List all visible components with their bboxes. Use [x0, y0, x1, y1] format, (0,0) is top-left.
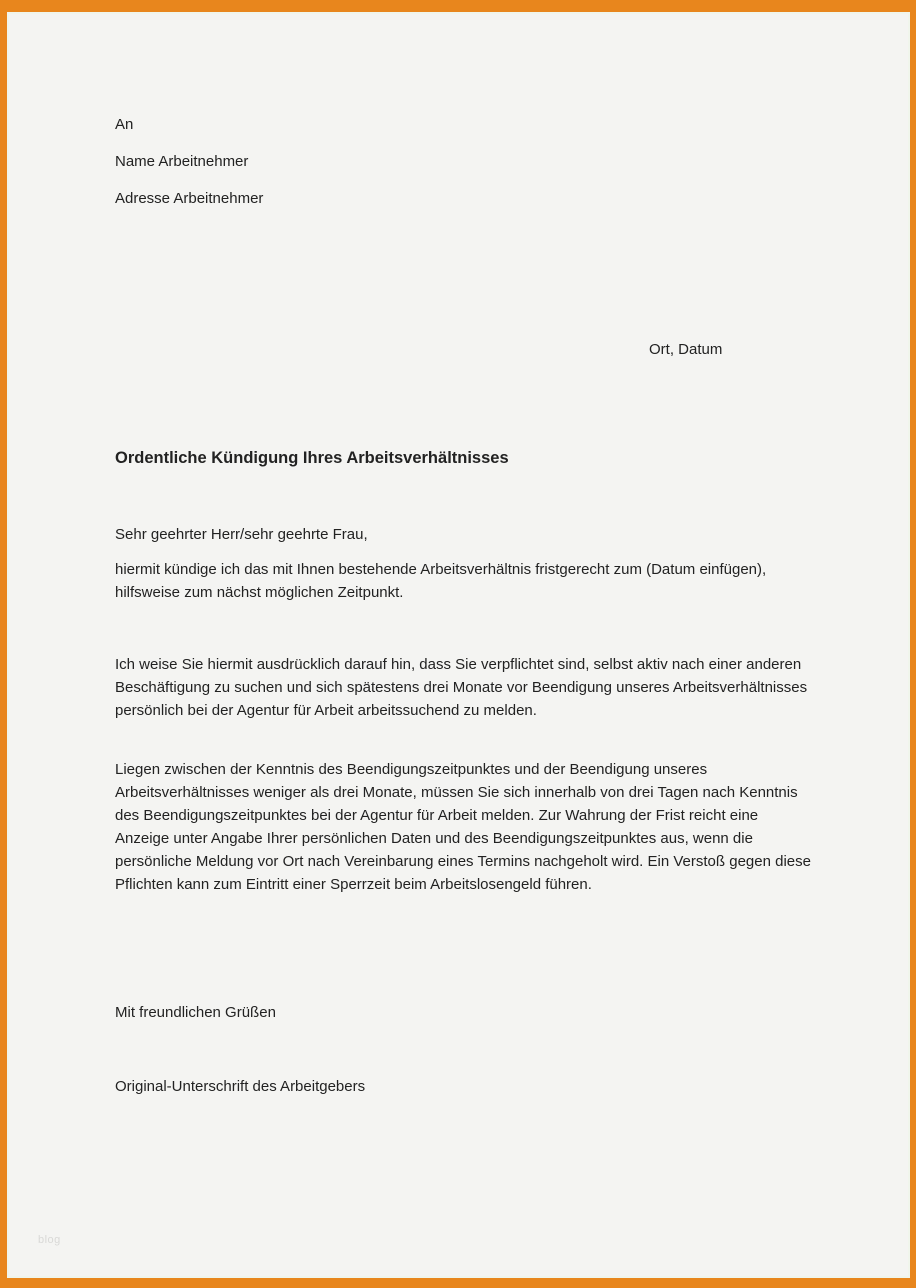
body-paragraph: hiermit kündige ich das mit Ihnen bestehende Arbeitsverhältnis fristgerecht zum (Datum einfügen), hilfsweise zum nächst möglichen Zeitpunkt.	[115, 561, 767, 601]
signature-line: Original-Unterschrift des Arbeitgebers	[115, 1078, 366, 1095]
recipient-line-address: Adresse Arbeitnehmer	[115, 190, 264, 207]
watermark-text: blog	[38, 1234, 61, 1246]
recipient-line-an: An	[115, 116, 134, 133]
recipient-line-name: Name Arbeitnehmer	[115, 153, 249, 170]
subject-line: Ordentliche Kündigung Ihres Arbeitsverhältnisses	[115, 449, 509, 467]
body-paragraph: Ich weise Sie hiermit ausdrücklich darauf hin, dass Sie verpflichtet sind, selbst aktiv nach einer anderen Beschäftigung zu suchen und sich spätestens drei Monate vor Beendigung unseres Arbeitsverhältnisses persönlich bei der Agentur für Arbeit arbeitssuchend zu melden.	[115, 656, 808, 719]
place-date-line: Ort, Datum	[649, 341, 723, 358]
salutation: Sehr geehrter Herr/sehr geehrte Frau,	[115, 526, 368, 543]
recipient-address-block	[115, 113, 263, 224]
closing-line: Mit freundlichen Grüßen	[115, 1004, 276, 1021]
body-paragraph: Liegen zwischen der Kenntnis des Beendigungszeitpunktes und der Beendigung unseres Arbeitsverhältnisses weniger als drei Monate, müssen Sie sich innerhalb von drei Tagen nach Kenntnis des Beendigungszeitpunktes bei der Agentur für Arbeit melden. Zur Wahrung der Frist reicht eine Anzeige unter Angabe Ihrer persönlichen Daten und des Beendigungszeitpunktes aus, wenn die persönliche Meldung vor Ort nach Vereinbarung eines Termins nachgeholt wird. Ein Verstoß gegen diese Pflichten kann zum Eintritt einer Sperrzeit beim Arbeitslosengeld führen.	[115, 761, 811, 893]
